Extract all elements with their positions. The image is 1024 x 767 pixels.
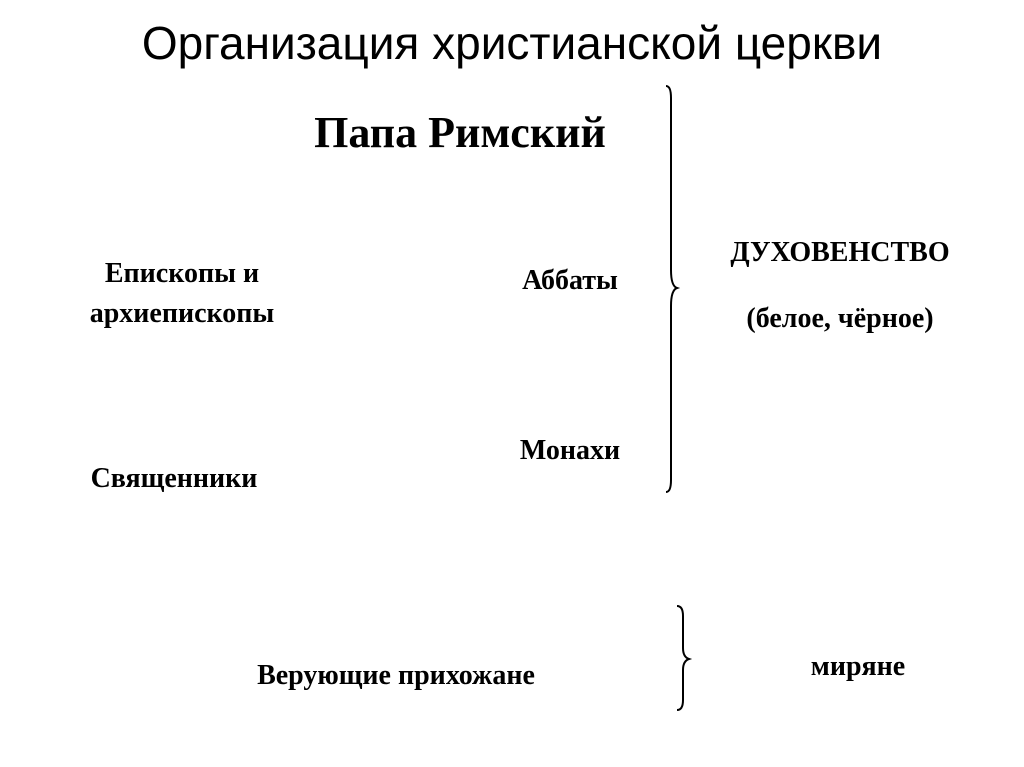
priests-label: Священники: [90, 463, 258, 494]
slide-title: Организация христианской церкви: [141, 17, 883, 69]
clergy-label: ДУХОВЕНСТВО: [730, 237, 950, 268]
laity-brace: [677, 606, 689, 710]
bishops-label-line1: Епископы и: [104, 258, 260, 289]
monks-label: Монахи: [519, 435, 621, 466]
clergy-sublabel: (белое, чёрное): [746, 303, 934, 334]
laity-label: миряне: [810, 651, 906, 682]
bishops-label-line2: архиепископы: [89, 298, 275, 329]
pope-label: Папа Римский: [314, 108, 606, 157]
believers-label: Верующие прихожане: [257, 660, 535, 691]
abbots-label: Аббаты: [522, 265, 618, 296]
clergy-brace: [666, 86, 677, 492]
